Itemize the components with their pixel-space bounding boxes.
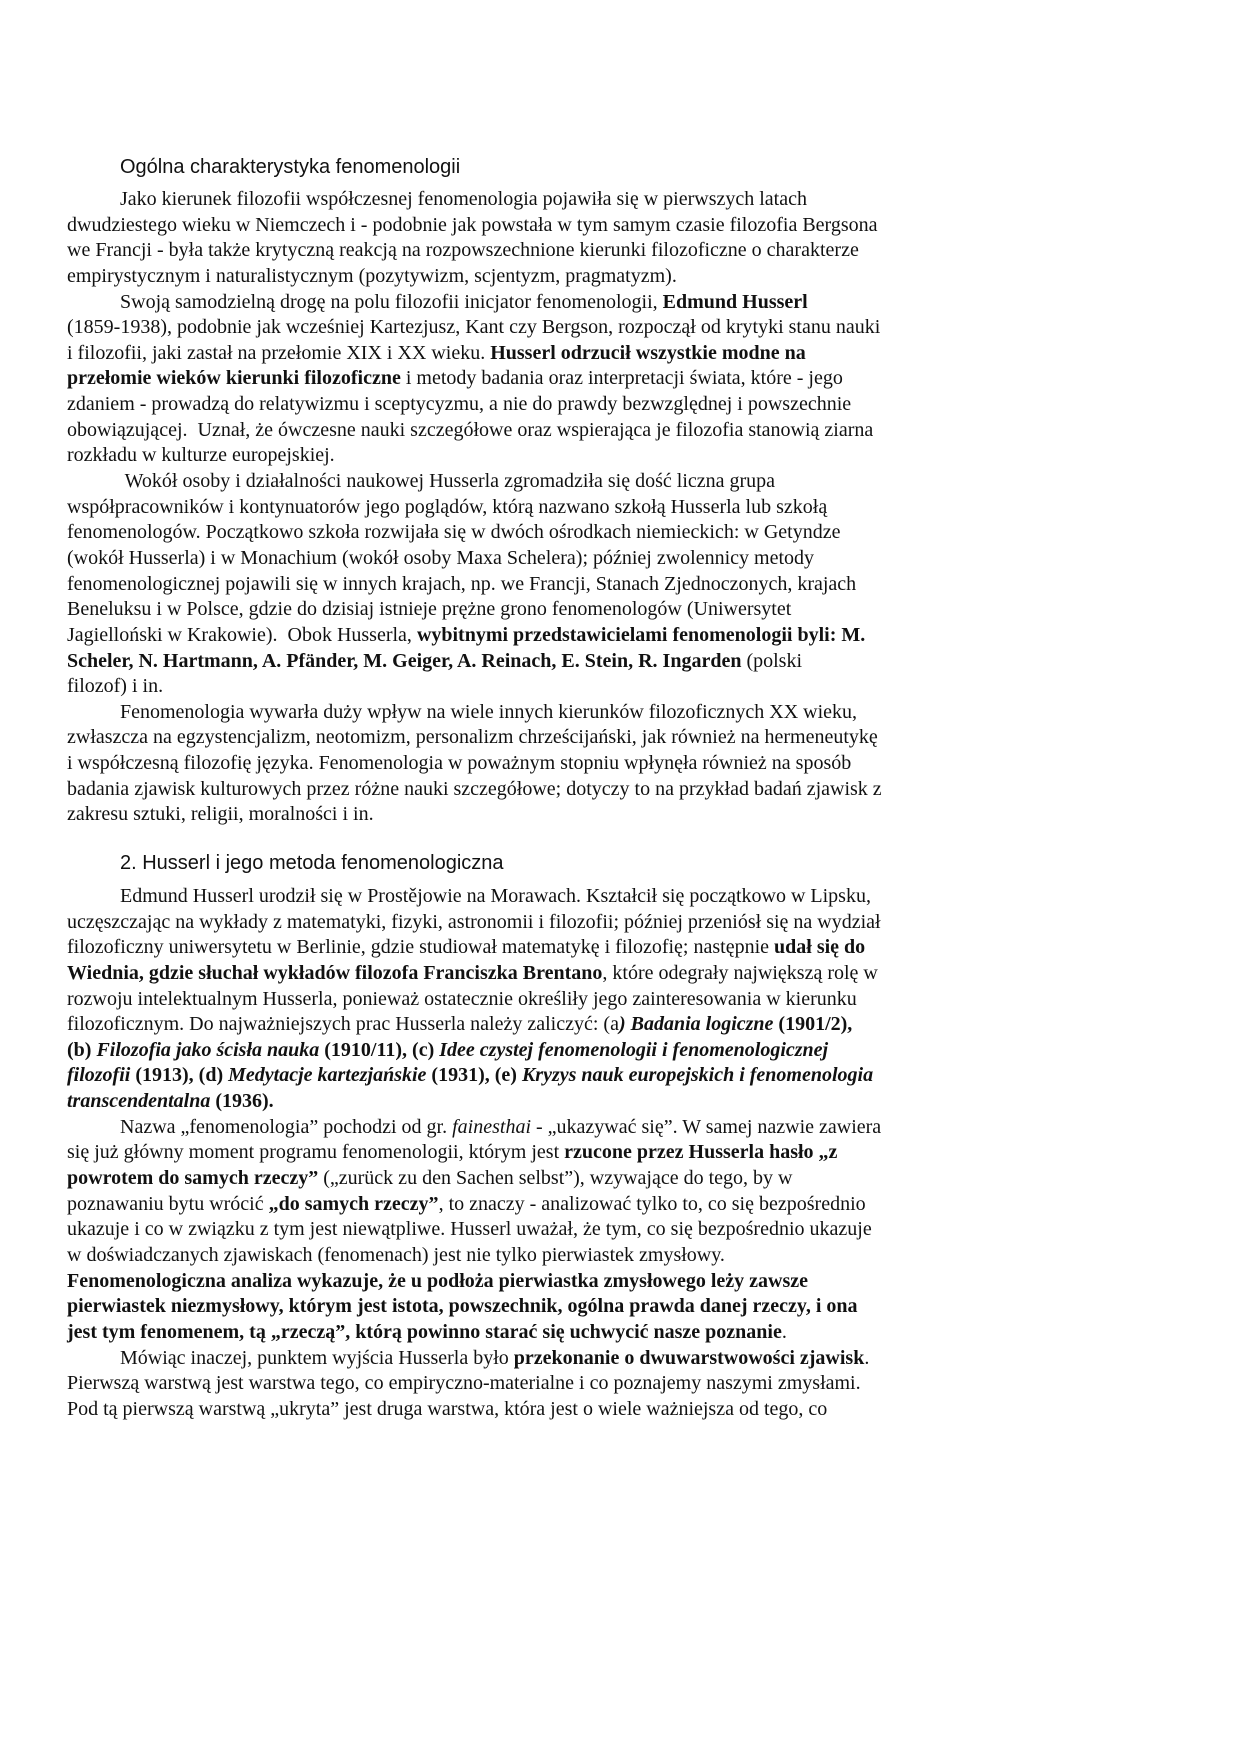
text-run: współpracowników i kontynuatorów jego poglądów, którą nazwano szkołą Husserla lub szkołą: [67, 495, 828, 518]
text-run: i metody badania oraz interpretacji świata, które - jego: [400, 367, 843, 390]
text-run: zakresu sztuki, religii, moralności i in.: [67, 803, 374, 826]
text-line: [67, 910, 881, 936]
emphasized-text: rzucone przez Husserla hasło „z: [564, 1141, 838, 1164]
text-run: w doświadczanych zjawiskach (fenomenach) jest nie tylko pierwiastek zmysłowy.: [67, 1243, 725, 1266]
text-run: fenomenologów. Początkowo szkoła rozwijała się w dwóch ośrodkach niemieckich: w Getyndze: [67, 521, 841, 544]
text-line: [67, 1320, 881, 1346]
text-line: [67, 961, 881, 987]
text-line: [67, 935, 881, 961]
text-line: [67, 238, 882, 264]
text-line: [67, 418, 882, 444]
emphasized-text: Edmund Husserl: [662, 290, 808, 313]
text-line: [67, 802, 882, 828]
emphasized-text: (1901/2),: [773, 1013, 853, 1036]
text-line: [67, 213, 882, 239]
section-body: [67, 187, 882, 828]
text-run: filozoficznym. Do najważniejszych prac Husserla należy zaliczyć:: [67, 1013, 604, 1036]
emphasized-text: Filozofia jako ścisła nauka: [96, 1038, 320, 1061]
text-run: i współczesną filozofię języka. Fenomenologia w poważnym stopniu wpłynęła również na sposób: [67, 752, 852, 775]
emphasized-text: „do samych rzeczy”: [268, 1192, 439, 1215]
emphasized-text: fainesthai: [452, 1115, 531, 1138]
section-heading: Ogólna charakterystyka fenomenologii: [120, 156, 461, 178]
emphasized-text: Scheler, N. Hartmann, A. Pfänder, M. Geiger, A. Reinach, E. Stein, R. Ingarden: [67, 649, 742, 672]
text-line: [67, 443, 882, 469]
emphasized-text: (b): [67, 1038, 97, 1061]
text-line: [67, 623, 882, 649]
text-run: .: [864, 1346, 870, 1369]
text-run: , które odegrały największą rolę w: [602, 961, 878, 984]
text-run: uczęszczając na wykłady z matematyki, fizyki, astronomii i filozofii; później przeniósł się na wydział: [67, 910, 881, 933]
paragraph: [67, 700, 882, 828]
text-run: poznawaniu bytu wrócić: [67, 1192, 269, 1215]
text-run: Nazwa „fenomenologia” pochodzi od gr.: [120, 1115, 453, 1138]
text-line: [67, 469, 882, 495]
emphasized-text: pierwiastek niezmysłowy, którym jest istota, powszechnik, ogólna prawda danej rzeczy, i ona: [67, 1295, 858, 1318]
text-line: [67, 1346, 881, 1372]
text-run: Mówiąc inaczej, punktem wyjścia Husserla było: [120, 1346, 514, 1369]
text-line: [67, 520, 882, 546]
emphasized-text: Wiednia, gdzie słuchał wykładów filozofa Franciszka Brentano: [67, 961, 603, 984]
text-line: [67, 1166, 881, 1192]
paragraph: [67, 1115, 881, 1346]
paragraph: [67, 1346, 881, 1423]
text-run: ukazuje i co w związku z tym jest niewątpliwe. Husserl uważał, że tym, co się bezpośrednio ukazuje: [67, 1218, 872, 1241]
text-run: Beneluksu i w Polsce, gdzie do dzisiaj istnieje prężne grono fenomenologów (Uniwersytet: [67, 598, 792, 621]
emphasized-text: przełomie wieków kierunki filozoficzne: [67, 367, 401, 390]
text-run: filozof) i in.: [67, 675, 164, 698]
text-line: [67, 1294, 881, 1320]
emphasized-text: transcendentalna: [67, 1090, 211, 1113]
paragraph: [67, 469, 882, 700]
text-run: zdaniem - prowadzą do relatywizmu i sceptycyzmu, a nie do prawdy bezwzględnej i powszechnie: [67, 393, 852, 416]
text-run: się już główny moment programu fenomenologii, którym jest: [67, 1141, 565, 1164]
text-run: rozkładu w kulturze europejskiej.: [67, 444, 335, 467]
emphasized-text: przekonanie o dwuwarstwowości zjawisk: [513, 1346, 865, 1369]
text-run: (polski: [741, 649, 803, 672]
text-run: Swoją samodzielną drogę na polu filozofii inicjator fenomenologii,: [120, 290, 663, 313]
text-line: [67, 725, 882, 751]
emphasized-text: jest tym fenomenem, tą „rzeczą”, którą powinno starać się uchwycić nasze poznanie: [67, 1320, 782, 1343]
text-line: [67, 1397, 881, 1423]
paragraph: [67, 290, 882, 469]
text-run: („zurück zu den Sachen selbst”), wzywające do tego, by w: [318, 1167, 793, 1190]
text-line: [67, 572, 882, 598]
text-run: obowiązującej. Uznał, że ówczesne nauki szczegółowe oraz wspierająca je filozofia stanowią ziarna: [67, 418, 874, 441]
emphasized-text: Fenomenologiczna analiza wykazuje, że u podłoża pierwiastka zmysłowego leży zawsze: [67, 1269, 809, 1292]
text-line: [67, 1371, 881, 1397]
emphasized-text: (1910/11), (c): [319, 1038, 440, 1061]
text-run: Wokół osoby i działalności naukowej Husserla zgromadziła się dość liczna grupa: [120, 470, 776, 493]
text-run: (a: [603, 1013, 619, 1036]
text-run: dwudziestego wieku w Niemczech i - podobnie jak powstała w tym samym czasie filozofia Bergsona: [67, 213, 878, 236]
text-run: zwłaszcza na egzystencjalizm, neotomizm, personalizm chrześcijański, jak również na hermeneutykę: [67, 726, 878, 749]
paragraph: [67, 884, 881, 1115]
section-heading: 2. Husserl i jego metoda fenomenologiczna: [120, 852, 504, 874]
text-line: [67, 987, 881, 1013]
emphasized-text: filozofii: [67, 1064, 131, 1087]
emphasized-text: (1931), (e): [426, 1064, 522, 1087]
emphasized-text: Husserl odrzucił wszystkie modne na: [490, 341, 806, 364]
text-line: [67, 674, 882, 700]
paragraph: [67, 187, 882, 290]
text-line: [67, 884, 881, 910]
emphasized-text: Idee czystej fenomenologii i fenomenologicznej: [439, 1038, 829, 1061]
text-line: [67, 341, 882, 367]
text-run: .: [781, 1320, 787, 1343]
text-line: [67, 751, 882, 777]
text-run: Jagielloński w Krakowie). Obok Husserla,: [67, 623, 417, 646]
emphasized-text: Kryzys nauk europejskich i fenomenologia: [521, 1064, 874, 1087]
emphasized-text: (1936).: [210, 1090, 274, 1113]
text-line: [67, 597, 882, 623]
text-line: [67, 495, 882, 521]
text-line: [67, 1012, 881, 1038]
text-run: Pod tą pierwszą warstwą „ukryta” jest druga warstwa, która jest o wiele ważniejsza od tego, co: [67, 1397, 828, 1420]
text-line: [67, 1243, 881, 1269]
text-line: [67, 1115, 881, 1141]
text-run: Fenomenologia wywarła duży wpływ na wiele innych kierunków filozoficznych XX wieku,: [120, 700, 858, 723]
text-line: [67, 366, 882, 392]
text-run: , to znaczy - analizować tylko to, co się bezpośrednio: [438, 1192, 866, 1215]
text-line: [67, 649, 882, 675]
emphasized-text: powrotem do samych rzeczy”: [67, 1167, 319, 1190]
emphasized-text: udał się do: [774, 936, 866, 959]
text-line: [67, 1089, 881, 1115]
text-run: (1859-1938), podobnie jak wcześniej Kartezjusz, Kant czy Bergson, rozpoczął od krytyki stanu nauki: [67, 316, 881, 339]
text-line: [67, 264, 882, 290]
text-line: [67, 1217, 881, 1243]
text-line: [67, 1192, 881, 1218]
text-line: [67, 187, 882, 213]
text-run: - „ukazywać się”. W samej nazwie zawiera: [531, 1115, 882, 1138]
text-line: [67, 1063, 881, 1089]
text-run: filozoficzny uniwersytetu w Berlinie, gdzie studiował matematykę i filozofię; następnie: [67, 936, 775, 959]
text-run: Edmund Husserl urodził się w Prostějowie na Morawach. Kształcił się początkowo w Lipsku,: [120, 885, 871, 907]
text-line: [67, 315, 882, 341]
text-line: [67, 700, 882, 726]
text-run: fenomenologicznej pojawili się w innych krajach, np. we Francji, Stanach Zjednoczonych, krajach: [67, 572, 857, 595]
text-run: empirystycznym i naturalistycznym (pozytywizm, scjentyzm, pragmatyzm).: [67, 264, 677, 287]
text-line: [67, 1140, 881, 1166]
emphasized-text: ) Badania logiczne: [618, 1013, 774, 1036]
text-line: [67, 1038, 881, 1064]
text-line: [67, 290, 882, 316]
emphasized-text: (1913), (d): [130, 1064, 229, 1087]
text-run: rozwoju intelektualnym Husserla, ponieważ ostatecznie określiły jego zainteresowania w kierunku: [67, 987, 857, 1010]
text-line: [67, 392, 882, 418]
text-run: (wokół Husserla) i w Monachium (wokół osoby Maxa Schelera); później zwolennicy metody: [67, 546, 815, 569]
text-line: [67, 777, 882, 803]
text-line: [67, 546, 882, 572]
text-line: [67, 1269, 881, 1295]
text-run: we Francji - była także krytyczną reakcją na rozpowszechnione kierunki filozoficzne o charakterze: [67, 239, 859, 262]
emphasized-text: Medytacje kartezjańskie: [228, 1064, 427, 1087]
text-run: Jako kierunek filozofii współczesnej fenomenologia pojawiła się w pierwszych latach: [120, 188, 807, 210]
emphasized-text: wybitnymi przedstawicielami fenomenologii byli: M.: [416, 623, 866, 646]
section-body: [67, 884, 881, 1422]
text-run: badania zjawisk kulturowych przez różne nauki szczegółowe; dotyczy to na przykład badań zjawisk z: [67, 777, 882, 800]
text-run: Pierwszą warstwą jest warstwa tego, co empiryczno-materialne i co poznajemy naszymi zmysłami.: [67, 1372, 861, 1395]
text-run: i filozofii, jaki zastał na przełomie XIX i XX wieku.: [67, 341, 491, 364]
